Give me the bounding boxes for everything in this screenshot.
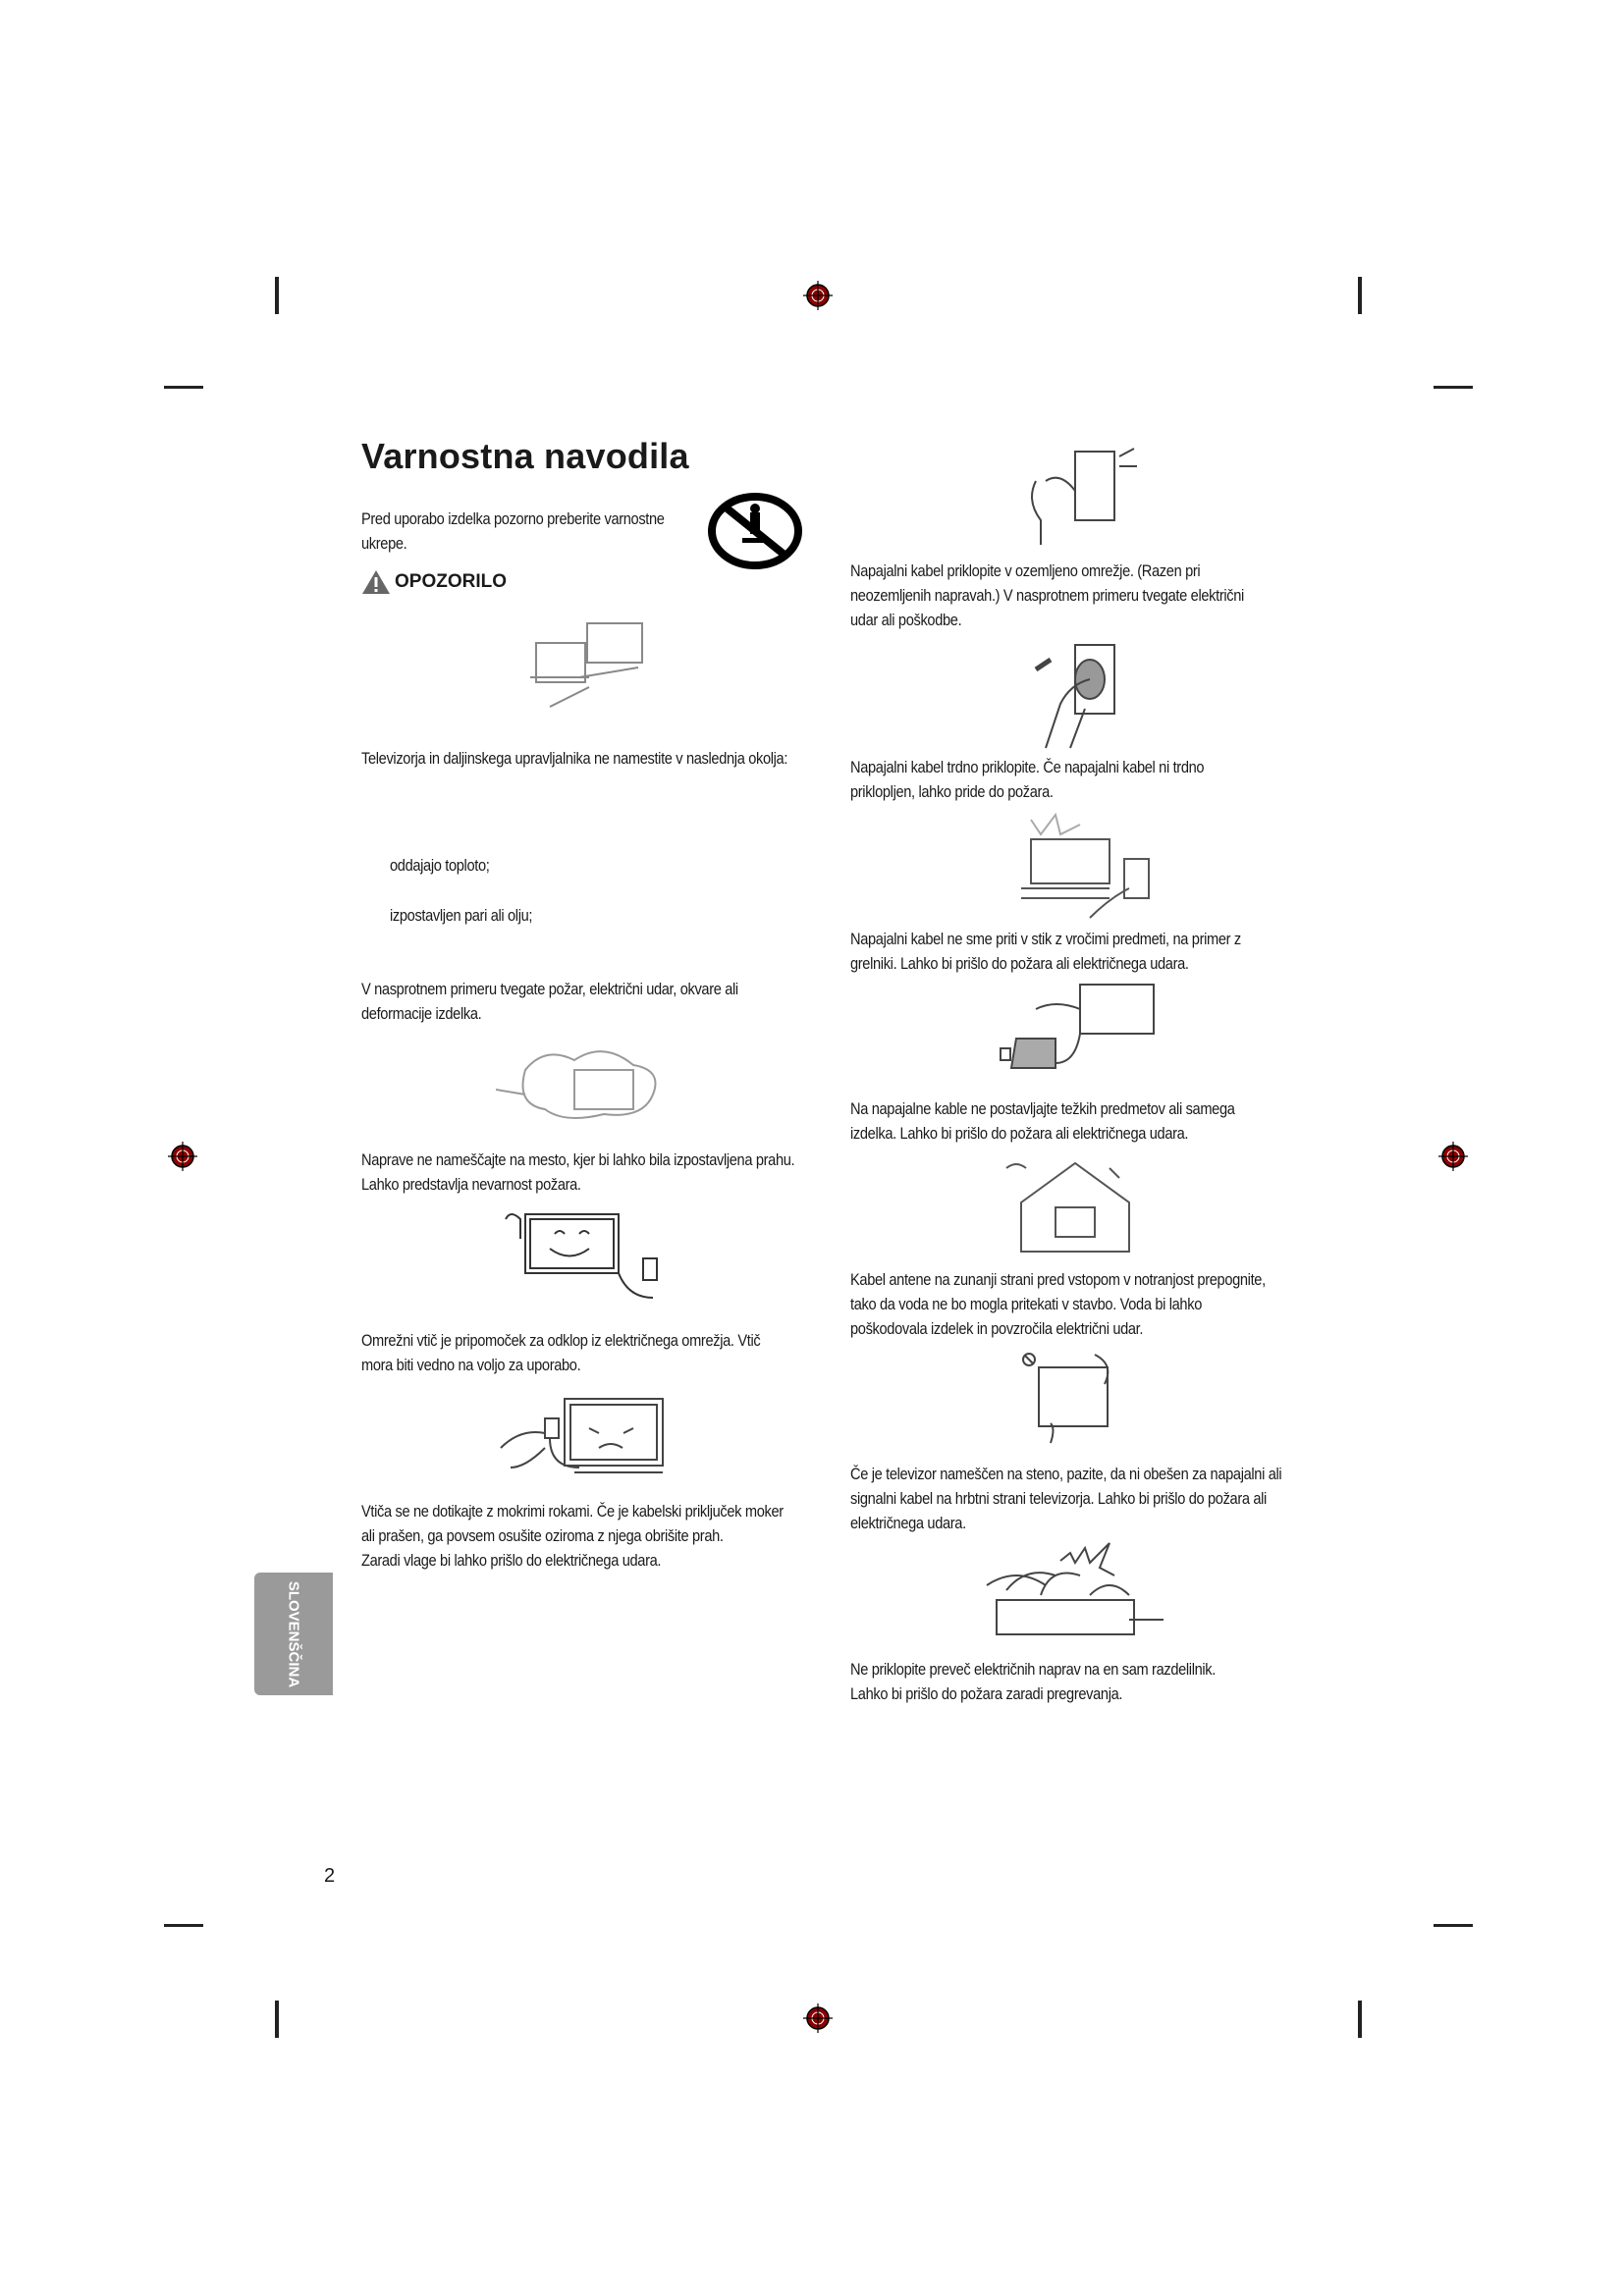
paragraph (850, 1267, 1266, 1341)
text-line: tako da voda ne bo mogla pritekati v stavbo. Voda bi lahko (850, 1295, 1202, 1313)
antenna-cable-illustration (1001, 1158, 1154, 1256)
text-line: izpostavljen pari ali olju; (390, 906, 533, 925)
crop-mark (275, 2001, 279, 2038)
text-line: neozemljenih napravah.) V nasprotnem primeru tvegate električni (850, 586, 1244, 605)
dust-tv-illustration (496, 1041, 673, 1129)
plug-firmly-illustration (1026, 640, 1124, 753)
paragraph (850, 927, 1241, 976)
text-line: deformacije izdelka. (361, 1004, 482, 1023)
plug-access-illustration (501, 1209, 677, 1303)
warning-label: OPOZORILO (395, 571, 507, 592)
text-line: Če je televizor nameščen na steno, pazite, da ni obešen za napajalni ali (850, 1465, 1282, 1483)
no-children-sign-icon (707, 485, 803, 577)
text-line: Pred uporabo izdelka pozorno preberite varnostne (361, 509, 665, 528)
text-line: Omrežni vtič je pripomoček za odklop iz električnega omrežja. Vtič (361, 1331, 761, 1350)
paragraph (850, 559, 1244, 632)
list-item (390, 903, 532, 928)
text-line: ali prašen, ga povsem osušite oziroma z njega obrišite prah. (361, 1526, 724, 1545)
warning-triangle-icon (361, 569, 391, 595)
warning-heading (361, 569, 507, 595)
language-tab-label: SLOVENŠČINA (285, 1580, 302, 1687)
text-line: Lahko bi prišlo do požara zaradi pregrevanja. (850, 1684, 1123, 1703)
heater-cable-illustration (1001, 810, 1154, 923)
text-line: Napajalni kabel trdno priklopite. Če napajalni kabel ni trdno (850, 758, 1205, 776)
crop-mark (1434, 1924, 1473, 1927)
text-line: izdelka. Lahko bi prišlo do požara ali električnega udara. (850, 1124, 1189, 1143)
text-line: priklopljen, lahko pride do požara. (850, 782, 1054, 801)
text-line: Televizorja in daljinskega upravljalnika ne namestite v naslednja okolja: (361, 749, 788, 768)
overloaded-power-strip-illustration (982, 1541, 1168, 1654)
page-number: 2 (324, 1865, 336, 1887)
heavy-object-cable-illustration (997, 980, 1159, 1088)
text-line: električnega udara. (850, 1514, 966, 1532)
paragraph (850, 1096, 1235, 1146)
intro-text (361, 507, 665, 556)
paragraph (850, 1657, 1216, 1706)
list-item (390, 853, 489, 878)
crop-mark (1358, 277, 1362, 314)
registration-mark-icon (168, 1142, 197, 1171)
text-line: Ne priklopite preveč električnih naprav na en sam razdelilnik. (850, 1660, 1216, 1679)
text-line: poškodovala izdelek in povzročila električni udar. (850, 1319, 1144, 1338)
text-line: grelniki. Lahko bi prišlo do požara ali električnega udara. (850, 954, 1189, 973)
text-line: Naprave ne nameščajte na mesto, kjer bi lahko bila izpostavljena prahu. (361, 1150, 795, 1169)
paragraph (361, 1148, 794, 1197)
language-tab (254, 1573, 333, 1695)
paragraph (850, 1462, 1281, 1535)
registration-mark-icon (803, 281, 833, 310)
tv-remote-illustration (530, 618, 648, 717)
paragraph (361, 1499, 784, 1573)
wet-hands-plug-illustration (496, 1389, 682, 1482)
crop-mark (164, 386, 203, 389)
text-line: Napajalni kabel priklopite v ozemljeno omrežje. (Razen pri (850, 561, 1201, 580)
paragraph (361, 1328, 760, 1377)
crop-mark (164, 1924, 203, 1927)
page-title: Varnostna navodila (361, 436, 689, 476)
text-line: oddajajo toploto; (390, 856, 490, 875)
text-line: Zaradi vlage bi lahko prišlo do električnega udara. (361, 1551, 662, 1570)
text-line: Lahko predstavlja nevarnost požara. (361, 1175, 581, 1194)
text-line: ukrepe. (361, 534, 407, 553)
registration-mark-icon (803, 2003, 833, 2033)
crop-mark (1358, 2001, 1362, 2038)
paragraph (850, 755, 1204, 804)
text-line: V nasprotnem primeru tvegate požar, električni udar, okvare ali (361, 980, 738, 998)
crop-mark (275, 277, 279, 314)
text-line: mora biti vedno na voljo za uporabo. (361, 1356, 581, 1374)
paragraph (361, 977, 738, 1026)
text-line: signalni kabel na hrbtni strani televizorja. Lahko bi prišlo do požara ali (850, 1489, 1267, 1508)
text-line: Napajalni kabel ne sme priti v stik z vročimi predmeti, na primer z (850, 930, 1241, 948)
text-line: Kabel antene na zunanji strani pred vstopom v notranjost prepognite, (850, 1270, 1266, 1289)
text-line: udar ali poškodbe. (850, 611, 962, 629)
wall-mount-cable-illustration (1021, 1350, 1124, 1458)
crop-mark (1434, 386, 1473, 389)
grounded-outlet-illustration (1016, 442, 1139, 550)
text-line: Na napajalne kable ne postavljajte težkih predmetov ali samega (850, 1099, 1235, 1118)
text-line: Vtiča se ne dotikajte z mokrimi rokami. Če je kabelski priključek moker (361, 1502, 784, 1521)
registration-mark-icon (1438, 1142, 1468, 1171)
paragraph (361, 746, 787, 771)
